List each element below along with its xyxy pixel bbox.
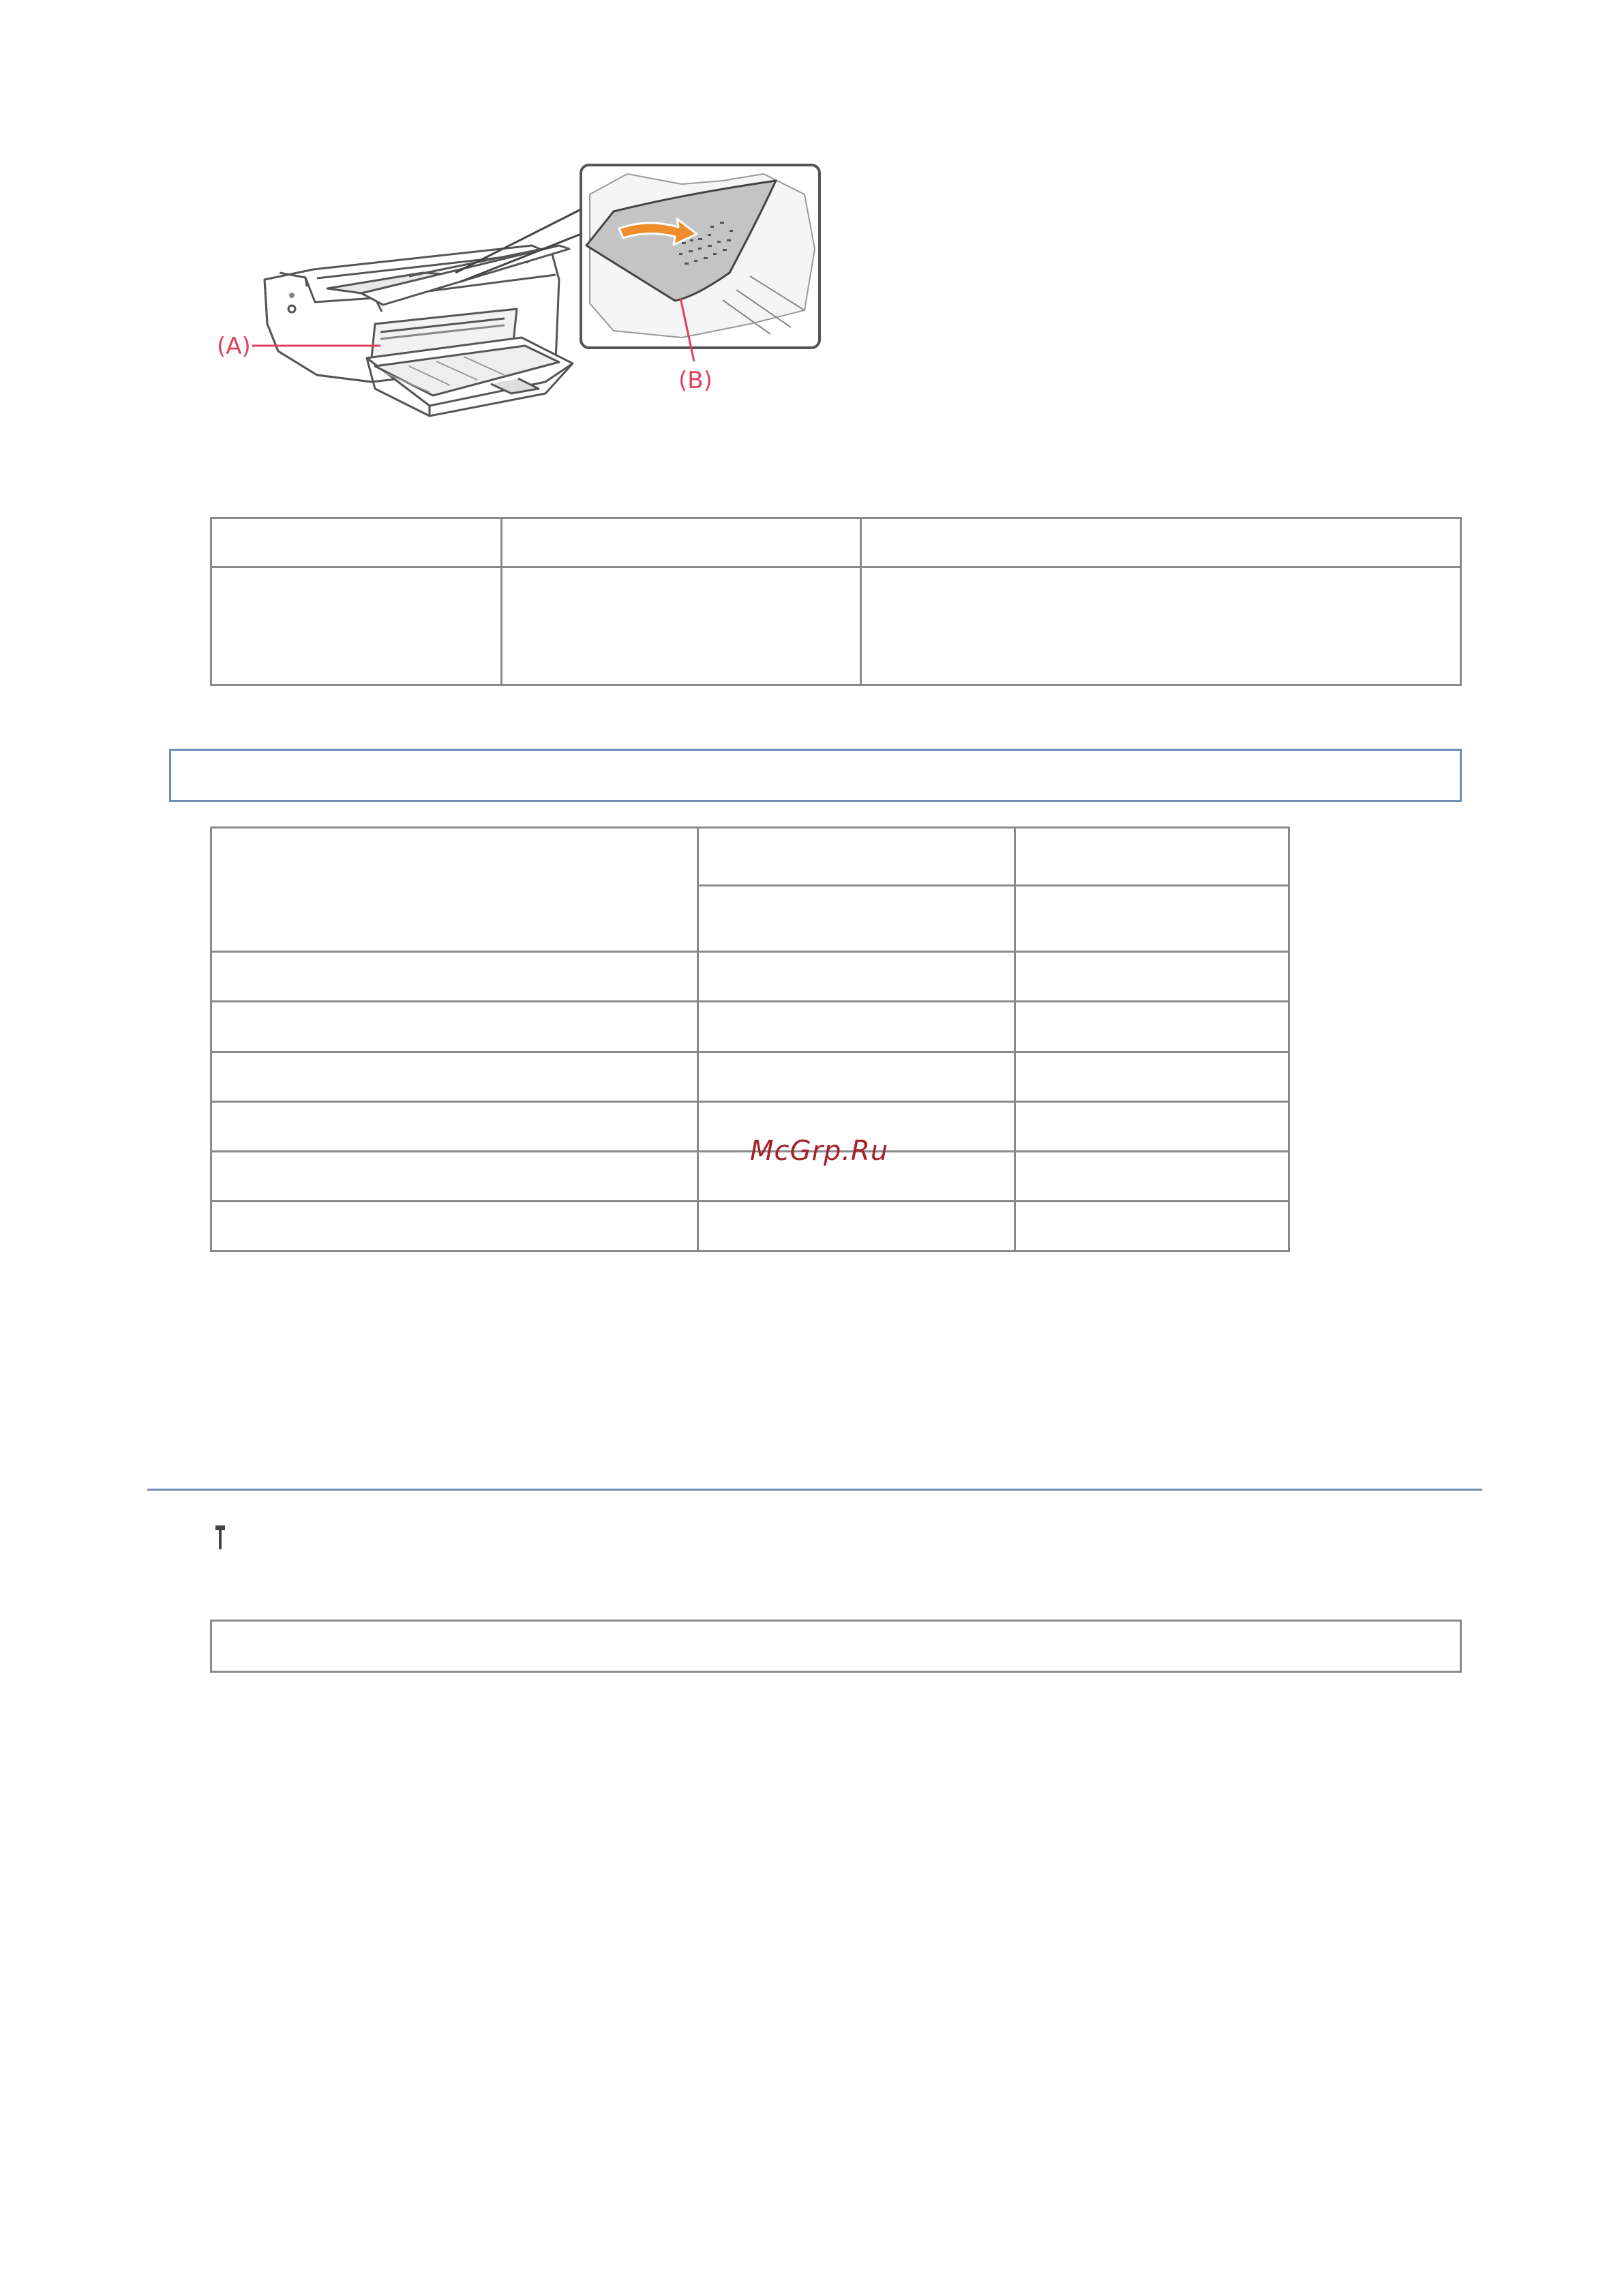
table-cell <box>1015 1002 1289 1052</box>
table-cell <box>1015 886 1289 952</box>
section-divider <box>147 1489 1482 1491</box>
table-cell <box>698 1002 1015 1052</box>
printer-illustration <box>205 153 832 508</box>
table-row <box>211 1201 1289 1251</box>
table-2 <box>210 826 1290 1252</box>
table-cell <box>211 952 698 1002</box>
table-cell <box>861 567 1461 685</box>
table-cell <box>1015 1052 1289 1101</box>
table-cell <box>698 1201 1015 1251</box>
table-cell <box>861 518 1461 567</box>
table-cell <box>502 518 861 567</box>
table-cell <box>1015 1151 1289 1201</box>
note-box <box>169 749 1462 802</box>
pin-icon <box>214 1524 226 1551</box>
table-cell <box>211 567 502 685</box>
table-cell <box>211 1002 698 1052</box>
table-cell <box>698 886 1015 952</box>
table-cell <box>211 518 502 567</box>
table-row <box>211 518 1461 567</box>
callout-b-label: (B) <box>678 367 712 394</box>
table-cell <box>698 952 1015 1002</box>
table-cell <box>1015 828 1289 886</box>
table-cell <box>1015 1101 1289 1151</box>
table-row <box>211 952 1289 1002</box>
table-cell <box>211 1052 698 1101</box>
table-cell <box>211 1201 698 1251</box>
printer-body <box>265 245 573 416</box>
table-row <box>211 1052 1289 1101</box>
table-cell <box>211 1101 698 1151</box>
table-cell <box>698 828 1015 886</box>
table-row <box>211 567 1461 685</box>
table-cell <box>211 828 698 952</box>
table-cell <box>211 1151 698 1201</box>
table-row <box>211 1002 1289 1052</box>
table-cell <box>1015 952 1289 1002</box>
table-cell <box>502 567 861 685</box>
callout-a-label: (A) <box>217 333 251 360</box>
table-cell <box>698 1052 1015 1101</box>
table-1 <box>210 517 1462 686</box>
watermark: McGrp.Ru <box>750 1135 889 1167</box>
bottom-box <box>210 1620 1462 1673</box>
table-cell <box>1015 1201 1289 1251</box>
zoom-detail <box>581 165 820 348</box>
table-row <box>211 828 1289 886</box>
